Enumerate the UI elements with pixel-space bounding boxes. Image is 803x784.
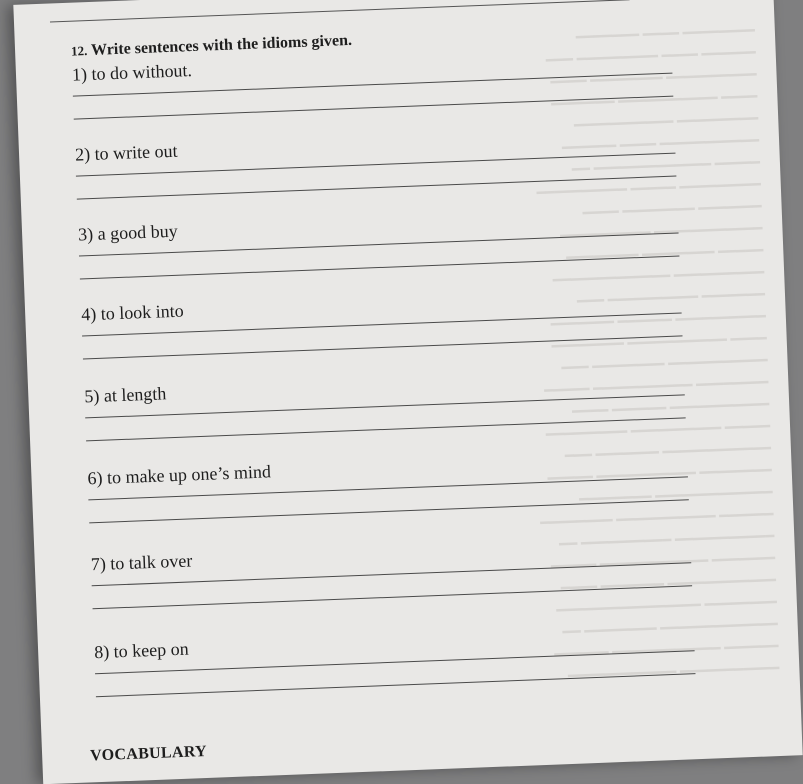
item-label: 1) to do without. (71, 60, 193, 85)
show-through-text: ━━━━━━━━ ━━━━ ━━━━━━━ ━━━━━━ ━━━━ ━━━━━━━━━ ━━━ ━━━━━━━━━━ ━━━━━━━━ ━━━━ ━━━━ ━━━━━━━━━━━ ━━━━━━━ ━━━━━━━━━ ━━━━━━━━━━━ ━━━━━━━━━━━ ━━━━ ━━━━━━ ━━━━━ ━━━━━━━━━━━━━ ━━ ━━━━━━━━━ ━━━━━ ━━━━━━━━━━ ━━━━━━━ ━━━━━━━━ ━━━━ ━━━━━━━━━━━━ ━━━━━━━━━━ ━━━━━ ━━━━━━━━ ━━━━━━━━ ━━━━━━━━━━ ━━━━━━━━━━━━━ ━━━━━━━ ━━━━━━━━━━ ━━━ ━━━━━━━━━━ ━━━━━━ ━━━━━━━ ━━━━ ━━━━━━━━━━━ ━━━━━━━━ ━━━━━━━━━━━ ━━━━━━━━ ━━━ ━━━━━━━━ ━━━━━━━━━━━ ━━━━━ ━━━━━━━━━━━ ━━━━━━ ━━━━ ━━━━━ ━━━━━━━━━━ ━━━━━━━━━ ━━━━━━━━━━━━ ━━━━━━━ ━━━ ━━━━━━━━ ━━━━━━━━━━━ ━━━━━ ━━━━━━━━━━━━━ ━━━━━━━━ ━━━━━━ ━━━━━━━━━━━ ━━━━━━━━ ━━━━━━━━━━━ ━━━━━━━━━━ ━━ ━━━━━━━ ━━━━━━━━━━━━ ━━━━━ ━━━━━━━━━━━━ ━━━━━━━ ━━━━ ━━━━━━━━ ━━━━━━━━━━━━━━━━ ━━━━━━━━━━━━━ ━━━━━━━━ ━━ ━━━━━━ ━━━━━━━━━━━━ ━━━━━━ ━━━━━━━━━━━ ━━━━━━━━━━━━ (536, 23, 780, 686)
item-label: 7) to talk over (90, 550, 193, 575)
item-label: 8) to keep on (93, 638, 190, 663)
workbook-page (13, 0, 802, 784)
item-label: 4) to look into (80, 300, 185, 325)
section-heading-vocabulary: VOCABULARY (89, 742, 208, 765)
item-label: 6) to make up one’s mind (87, 461, 272, 489)
item-label: 3) a good buy (77, 220, 178, 245)
task-number: 12. (70, 43, 88, 59)
task-instruction: Write sentences with the idioms given. (90, 31, 353, 59)
item-label: 2) to write out (74, 140, 178, 165)
item-label: 5) at length (84, 383, 167, 407)
